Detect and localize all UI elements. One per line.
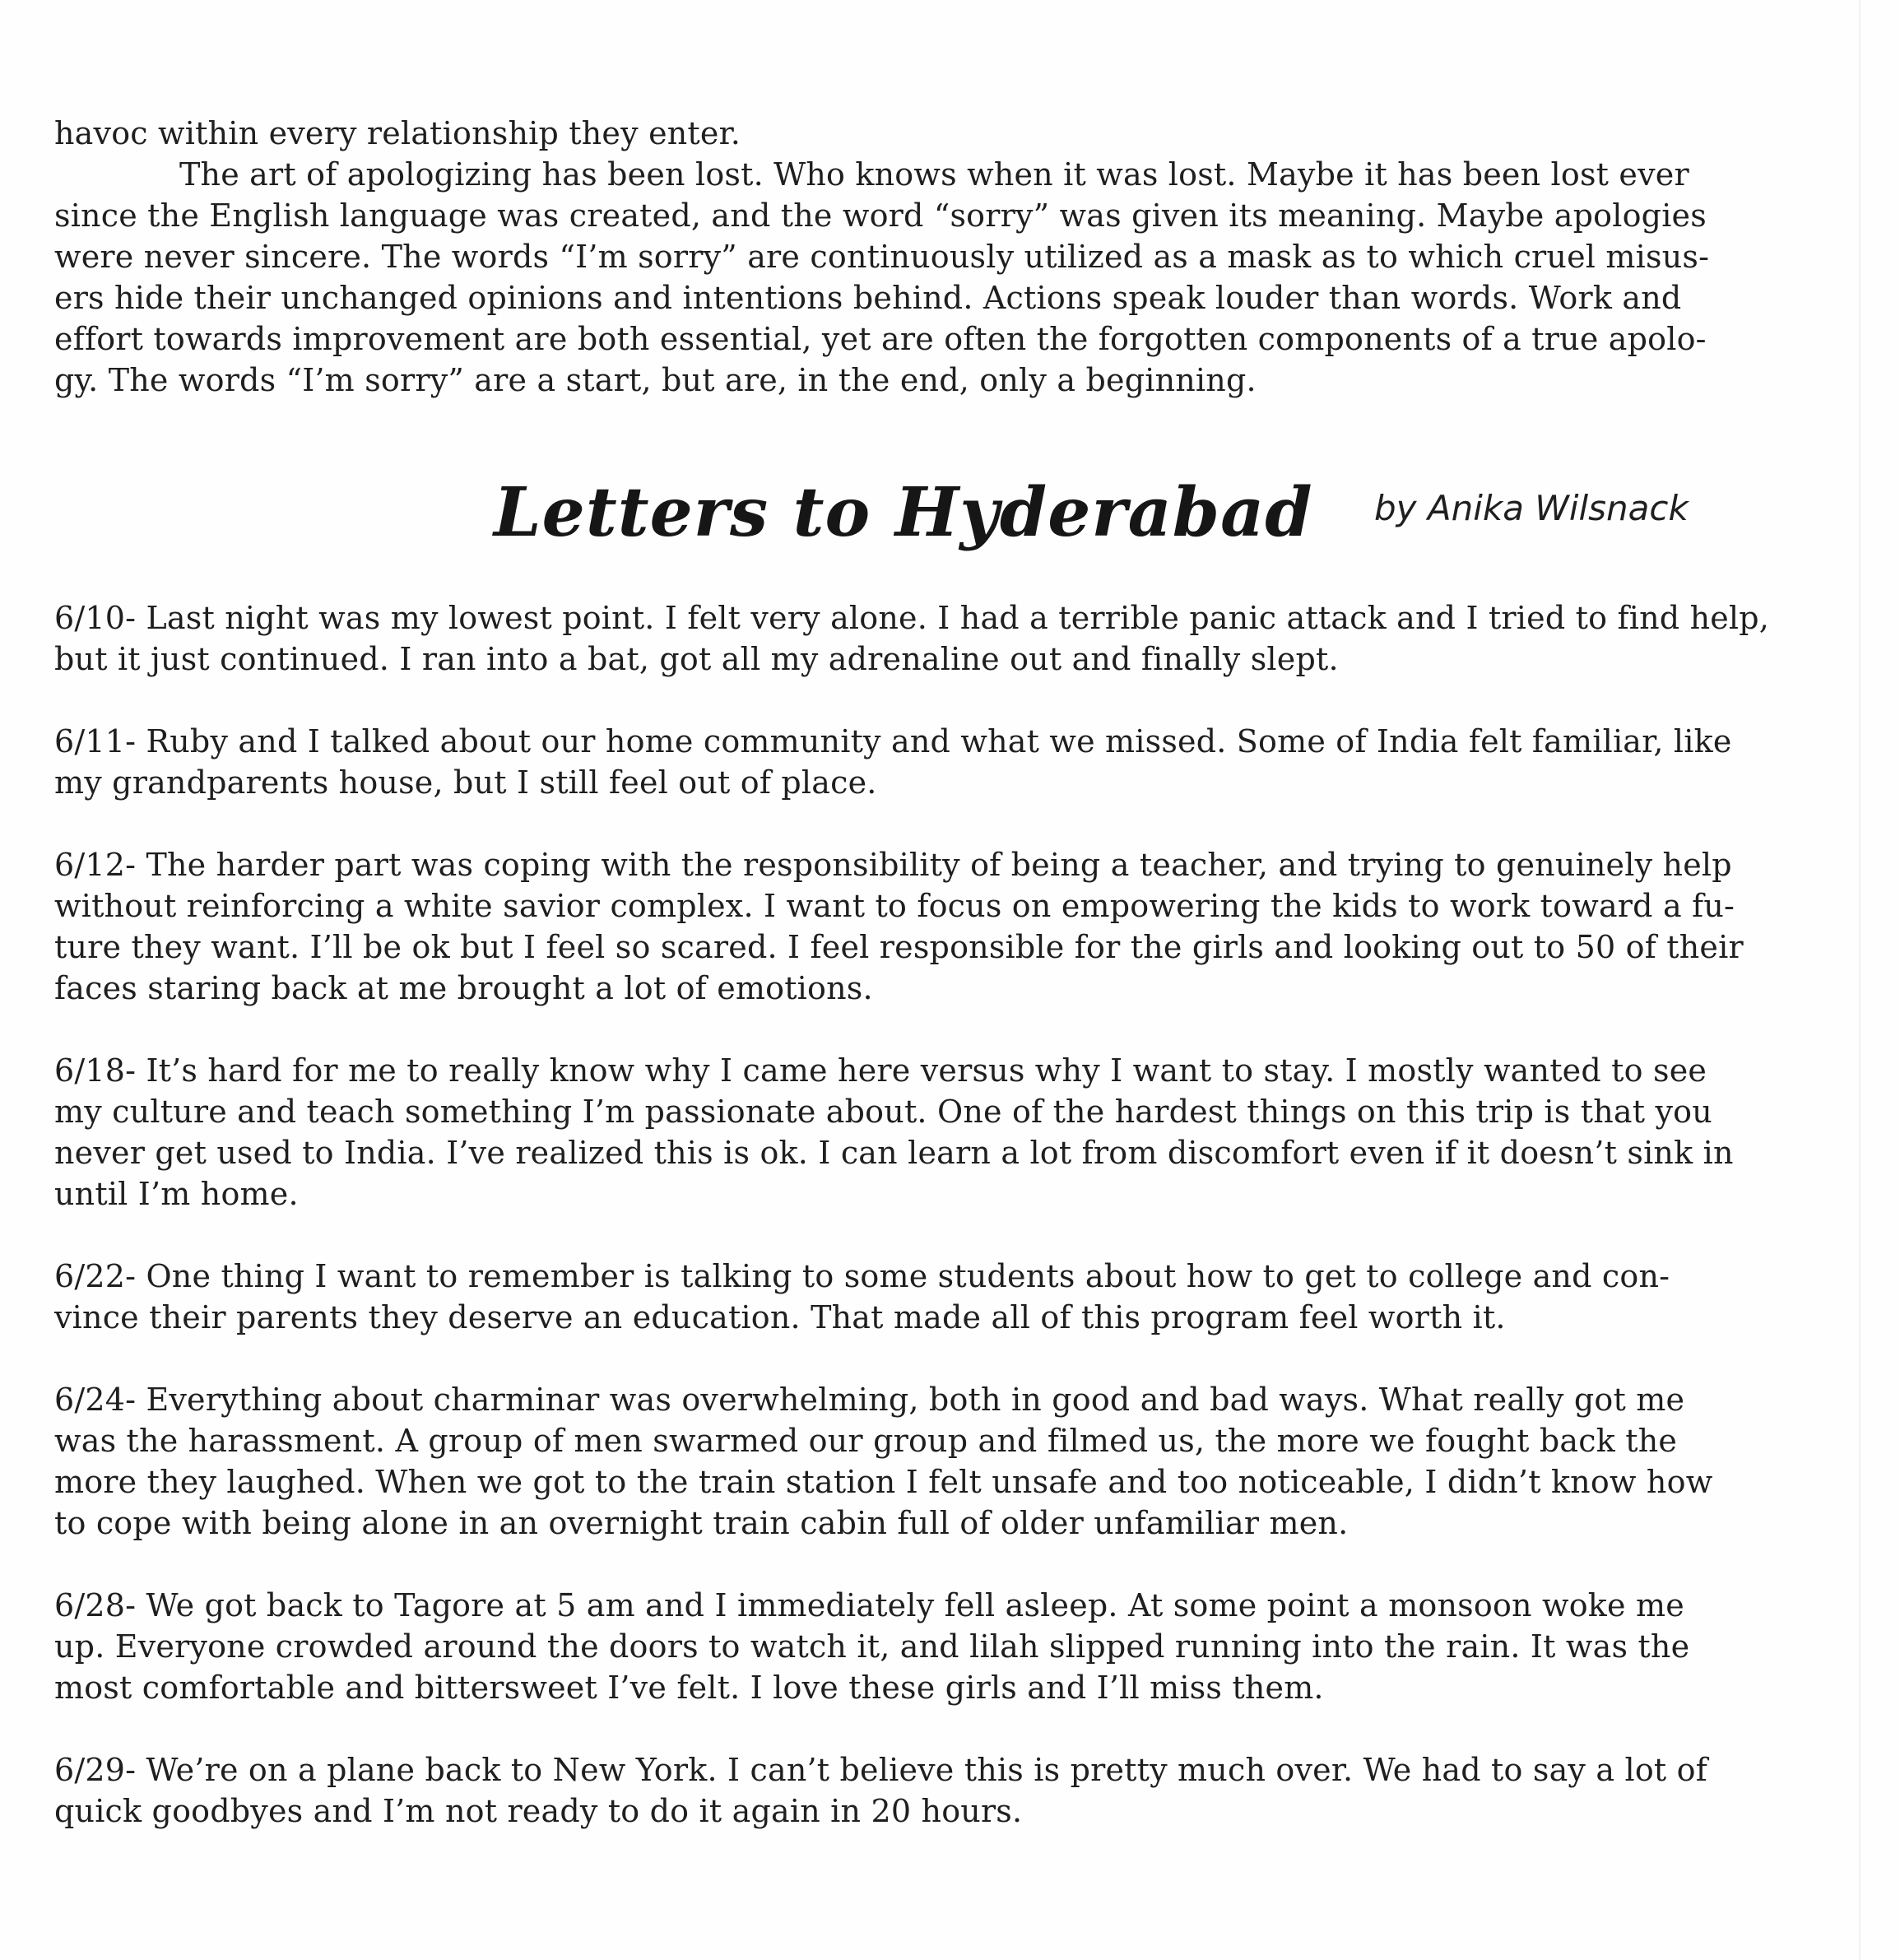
journal-entry xyxy=(54,1585,1799,1708)
entry-line: 6/22- One thing I want to remember is talking to some students about how to get to college and con- xyxy=(54,1258,1670,1294)
entry-line: quick goodbyes and I’m not ready to do it again in 20 hours. xyxy=(54,1793,1023,1829)
journal-entry xyxy=(54,1050,1799,1215)
article-title: Letters to Hyderabad xyxy=(494,473,1313,552)
entry-line: my grandparents house, but I still feel out of place. xyxy=(54,764,877,801)
entry-line: faces staring back at me brought a lot of emotions. xyxy=(54,970,873,1006)
entry-line: my culture and teach something I’m passionate about. One of the hardest things on this trip is that you xyxy=(54,1094,1712,1130)
entry-line: never get used to India. I’ve realized this is ok. I can learn a lot from discomfort even if it doesn’t sink in xyxy=(54,1135,1734,1171)
article-byline: by Anika Wilsnack xyxy=(1374,488,1689,528)
entry-line: 6/28- We got back to Tagore at 5 am and I immediately fell asleep. At some point a monsoon woke me xyxy=(54,1587,1684,1623)
journal-entry xyxy=(54,721,1799,803)
entry-line: 6/24- Everything about charminar was overwhelming, both in good and bad ways. What really got me xyxy=(54,1382,1685,1418)
journal-entries xyxy=(54,597,1799,1873)
entry-line: most comfortable and bittersweet I’ve felt. I love these girls and I’ll miss them. xyxy=(54,1670,1324,1706)
entry-line: to cope with being alone in an overnight train cabin full of older unfamiliar men. xyxy=(54,1505,1349,1541)
essay-line: ers hide their unchanged opinions and intentions behind. Actions speak louder than words. Work and xyxy=(54,280,1682,316)
entry-line: vince their parents they deserve an education. That made all of this program feel worth it. xyxy=(54,1299,1506,1335)
journal-entry xyxy=(54,1749,1799,1832)
entry-line: 6/10- Last night was my lowest point. I felt very alone. I had a terrible panic attack and I tried to find help, xyxy=(54,600,1770,636)
essay-line: gy. The words “I’m sorry” are a start, but are, in the end, only a beginning. xyxy=(54,362,1257,398)
essay-line: were never sincere. The words “I’m sorry” are continuously utilized as a mask as to which cruel misus- xyxy=(54,239,1710,275)
journal-entry xyxy=(54,597,1799,680)
journal-entry xyxy=(54,1256,1799,1338)
scan-edge-shadow xyxy=(1859,0,1861,1960)
entry-line: until I’m home. xyxy=(54,1176,299,1212)
essay-line: since the English language was created, and the word “sorry” was given its meaning. Maybe apologies xyxy=(54,197,1707,234)
entry-line: was the harassment. A group of men swarmed our group and filmed us, the more we fought back the xyxy=(54,1423,1678,1459)
entry-line: 6/18- It’s hard for me to really know why I came here versus why I want to stay. I mostly wanted to see xyxy=(54,1052,1707,1089)
entry-line: 6/11- Ruby and I talked about our home community and what we missed. Some of India felt familiar, like xyxy=(54,723,1732,759)
entry-line: up. Everyone crowded around the doors to watch it, and lilah slipped running into the rain. It was the xyxy=(54,1628,1690,1665)
entry-line: but it just continued. I ran into a bat, got all my adrenaline out and finally slept. xyxy=(54,641,1339,677)
essay-line: havoc within every relationship they enter. xyxy=(54,115,741,151)
essay-line: The art of apologizing has been lost. Who knows when it was lost. Maybe it has been lost ever xyxy=(179,156,1689,193)
entry-line: 6/12- The harder part was coping with the responsibility of being a teacher, and trying to genuinely help xyxy=(54,847,1732,883)
journal-entry xyxy=(54,844,1799,1009)
essay-line: effort towards improvement are both essential, yet are often the forgotten components of a true apolo- xyxy=(54,321,1707,357)
article-header xyxy=(494,467,1777,566)
previous-essay-ending xyxy=(54,113,1782,401)
entry-line: ture they want. I’ll be ok but I feel so scared. I feel responsible for the girls and looking out to 50 of their xyxy=(54,929,1744,965)
entry-line: more they laughed. When we got to the train station I felt unsafe and too noticeable, I didn’t know how xyxy=(54,1464,1713,1500)
journal-entry xyxy=(54,1379,1799,1544)
entry-line: 6/29- We’re on a plane back to New York. I can’t believe this is pretty much over. We had to say a lot of xyxy=(54,1752,1708,1788)
entry-line: without reinforcing a white savior complex. I want to focus on empowering the kids to work toward a fu- xyxy=(54,888,1735,924)
